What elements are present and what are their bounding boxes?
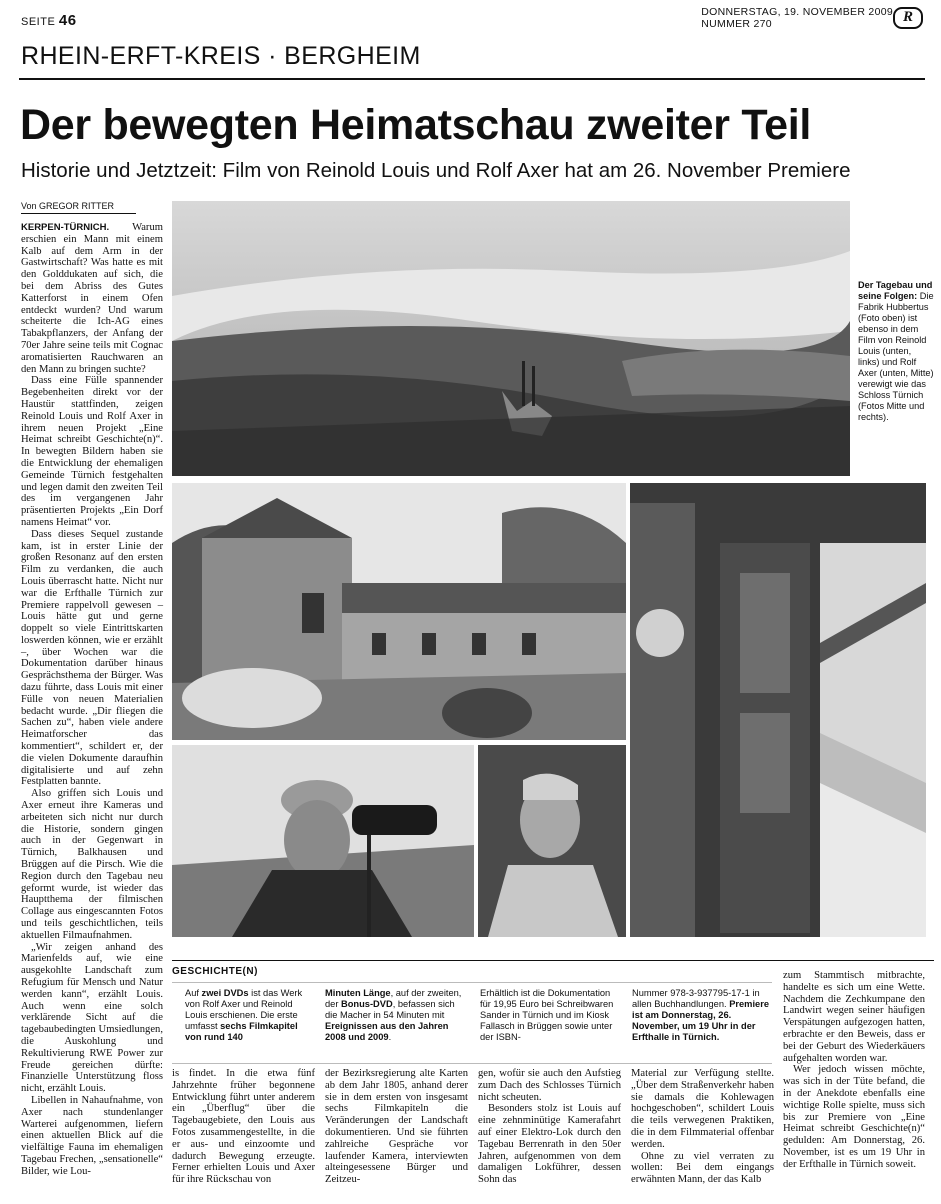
article-column-3: der Bezirksregierung alte Karten ab dem Jahr 1805, anhand derer sie in dem ersten von insgesamt sechs Filmkapiteln die Veränderungen der Landschaft dokumentieren. Und sie führten zahlreiche Gespräche vor laufender Kamera, interviewten alteingesessene Bürger und Zeitzeu- xyxy=(325,1068,468,1186)
paragraph: Wer jedoch wissen möchte, was sich in der Tüte befand, die in der Anekdote ebenfalls eine wichtige Rolle spielte, muss sich bis zur Premiere von „Eine Heimat schreibt Geschichte(n)“ gedulden: Am Donnerstag, 26. November, ist es um 19 Uhr in der Erfthalle in Türnich soweit. xyxy=(783,1064,925,1170)
newspaper-logo: R xyxy=(893,7,923,29)
paragraph: zum Stammtisch mitbrachte, handelte es sich um eine Wette. Nachdem die Zechkumpane den Landwirt wegen seiner häufigen Verspätungen aufgezogen hatten, erbrachte er den Beweis, dass er bei der Geburt des Wiederkäuers aufgehalten worden war. xyxy=(783,970,925,1064)
byline: Von GREGOR RITTER xyxy=(21,201,136,214)
paragraph: „Wir zeigen anhand des Marienfelds auf, wie eine ausgekohlte Landschaft zum Refugium für Mensch und Natur werden kann“, erzählt Louis. Auch wenn eine solch verklärende Sicht auf die tagebaubedingten Umsiedlungen, die Auskohlung und Rekultivierung RWE Power zur Freude gereichen dürfte: Finanzielle Unterstützung floss nicht, erzählt Louis. xyxy=(21,941,163,1095)
article-column-4: gen, wofür sie auch den Aufstieg zum Dach des Schlosses Türnich nicht scheuten. Besonders stolz ist Louis auf eine zehnminütige Kamerafahrt auf einer Elektro-Lok durch den Tagebau Berrenrath in den 50er Jahren, aufgenommen von dem damaligen Lokführer, dessen Sohn das xyxy=(478,1068,621,1186)
infobox-text-4: Nummer 978-3-937795-17-1 in allen Buchhandlungen. Premiere ist am Donnerstag, 26. November, um 19 Uhr in der Erfthalle in Türnich. xyxy=(632,988,769,1042)
infobox-divider xyxy=(172,960,934,961)
subheadline: Historie und Jetztzeit: Film von Reinold Louis und Rolf Axer hat am 26. November Premiere xyxy=(21,159,851,182)
dateline: KERPEN-TÜRNICH. xyxy=(21,222,110,233)
staircase-photo xyxy=(630,483,926,937)
infobox-text-1: Auf zwei DVDs ist das Werk von Rolf Axer und Reinold Louis erschienen. Die erste umfasst sechs Filmkapitel von rund 140 xyxy=(185,988,303,1042)
paragraph: Dass dieses Sequel zustande kam, ist in erster Linie der großen Resonanz auf den ersten Film zu verdanken, die auch Louis überrascht hatte. Nicht nur war die Erfthalle Türnich zur Premiere rappelvoll gewesen – Louis hätte gut und gerne doppelt so viele Eintrittskarten loswerden können, wie er erzählt –, über Wochen war die Dokumentation darüber hinaus Gesprächsthema der Bürger. Was dazu führte, dass Louis mit einer Fülle von neuen Materialien bedacht wurde. „Dir fliegen die Sachen zu“, haben viele andere Heimatforscher das kommentiert“, schildert er, der die vielen Dokumente daraufhin digitalisierte und auf zehn Festplatten bannte. xyxy=(21,528,163,788)
article-column-2: is findet. In die etwa fünf Jahrzehnte früher begonnene Entwicklung führt unter anderem ein „Überflug“ über die Tagebaugebiete, den Louis aus Fotos zusammengestellte, in die er aus- und einzoomte und dadurch Bewegung erzeugte. Ferner erhielten Louis und Axer für ihre Rückschau von xyxy=(172,1068,315,1186)
aerial-photo xyxy=(172,201,850,476)
paragraph: Dass eine Fülle spannender Begebenheiten direkt vor der Haustür stattfinden, zeigen Reinold Louis und Rolf Axer in ihrem neuen Projekt „Eine Heimat schreibt Geschichte(n)“. In bewegten Bildern haben sie die Entwicklung der ehemaligen Gemeinde Türnich festgehalten und legen damit den zweiten Teil des im vergangenen Jahr präsentierten Projekts „Ein Dorf namens Heimat“ vor. xyxy=(21,375,163,528)
photo-caption xyxy=(858,280,934,423)
axer-photo xyxy=(478,745,626,937)
headline: Der bewegten Heimatschau zweiter Teil xyxy=(20,101,812,149)
header-divider xyxy=(19,78,925,80)
paragraph: Also griffen sich Louis und Axer erneut ihre Kameras und arbeiteten sich nicht nur durch die Historie, sondern gingen auch in der Gegenwart in Türnich, Balkhausen und Brüggen auf die Pirsch. Wie die Region durch den Tagebau neu geformt wurde, ist wieder das Hauptthema der filmischen Collage aus eingescannten Fotos und teils geschichtlichen, teils aktuellen Filmaufnahmen. xyxy=(21,788,163,941)
paragraph: Libellen in Nahaufnahme, von Axer nach stundenlanger Warterei aufgenommen, liefern einen aktuellen Blick auf die vielfältige Fauna im ehemaligen Tagebau Frechen, „sensationelle“ Bilder, wie Lou- xyxy=(21,1094,163,1177)
louis-photo xyxy=(172,745,474,937)
paragraph: Warum erschien ein Mann mit einem Kalb auf dem Arm in der Gastwirtschaft? Was hatte es mit den Golddukaten auf sich, die bei dem Abriss des Gutes Katterforst in einem Ofen entdeckt wurden? Und warum scheiterte die Ich-AG eines Tabakpflanzers, der Anfang der 70er Jahre seine teils mit Cognac aromatisierten Rauchwaren an den Mann zu bringen suchte? xyxy=(21,222,163,375)
page-number: SEITE 46 xyxy=(21,12,77,29)
infobox-text-3: Erhältlich ist die Dokumentation für 19,95 Euro bei Schreibwaren Sander in Türnich und im Kiosk Fallasch in Brüggen sowie unter der ISBN- xyxy=(480,988,614,1042)
castle-photo xyxy=(172,483,626,740)
caption-title: Der Tagebau und seine Folgen: xyxy=(858,280,933,301)
caption-text: Die Fabrik Hubbertus (Foto oben) ist ebenso in dem Film von Reinold Louis (unten, links) und Rolf Axer (unten, Mitte) verewigt wie das Schloss Türnich (Fotos Mitte und rechts). xyxy=(858,291,934,422)
article-column-5: Material zur Verfügung stellte. „Über dem Straßenverkehr haben sie damals die Kohlewagen hochgeschoben“, schildert Louis die teils verwegenen Praktiken, die in dem Filmmaterial offenbar werden. Ohne zu viel verraten zu wollen: Bei dem eingangs erwähnten Mann, der das Kalb xyxy=(631,1068,774,1186)
infobox-text-2: Minuten Länge, auf der zweiten, der Bonus-DVD, befassen sich die Macher in 54 Minuten mit Ereignissen aus den Jahren 2008 und 2009. xyxy=(325,988,462,1042)
infobox-title: GESCHICHTE(N) xyxy=(172,966,258,977)
article-column-last xyxy=(783,970,925,1171)
issue-date: DONNERSTAG, 19. NOVEMBER 2009 NUMMER 270 xyxy=(701,6,893,30)
article-column-1 xyxy=(21,222,163,1178)
section-title: RHEIN-ERFT-KREIS · BERGHEIM xyxy=(21,42,421,70)
